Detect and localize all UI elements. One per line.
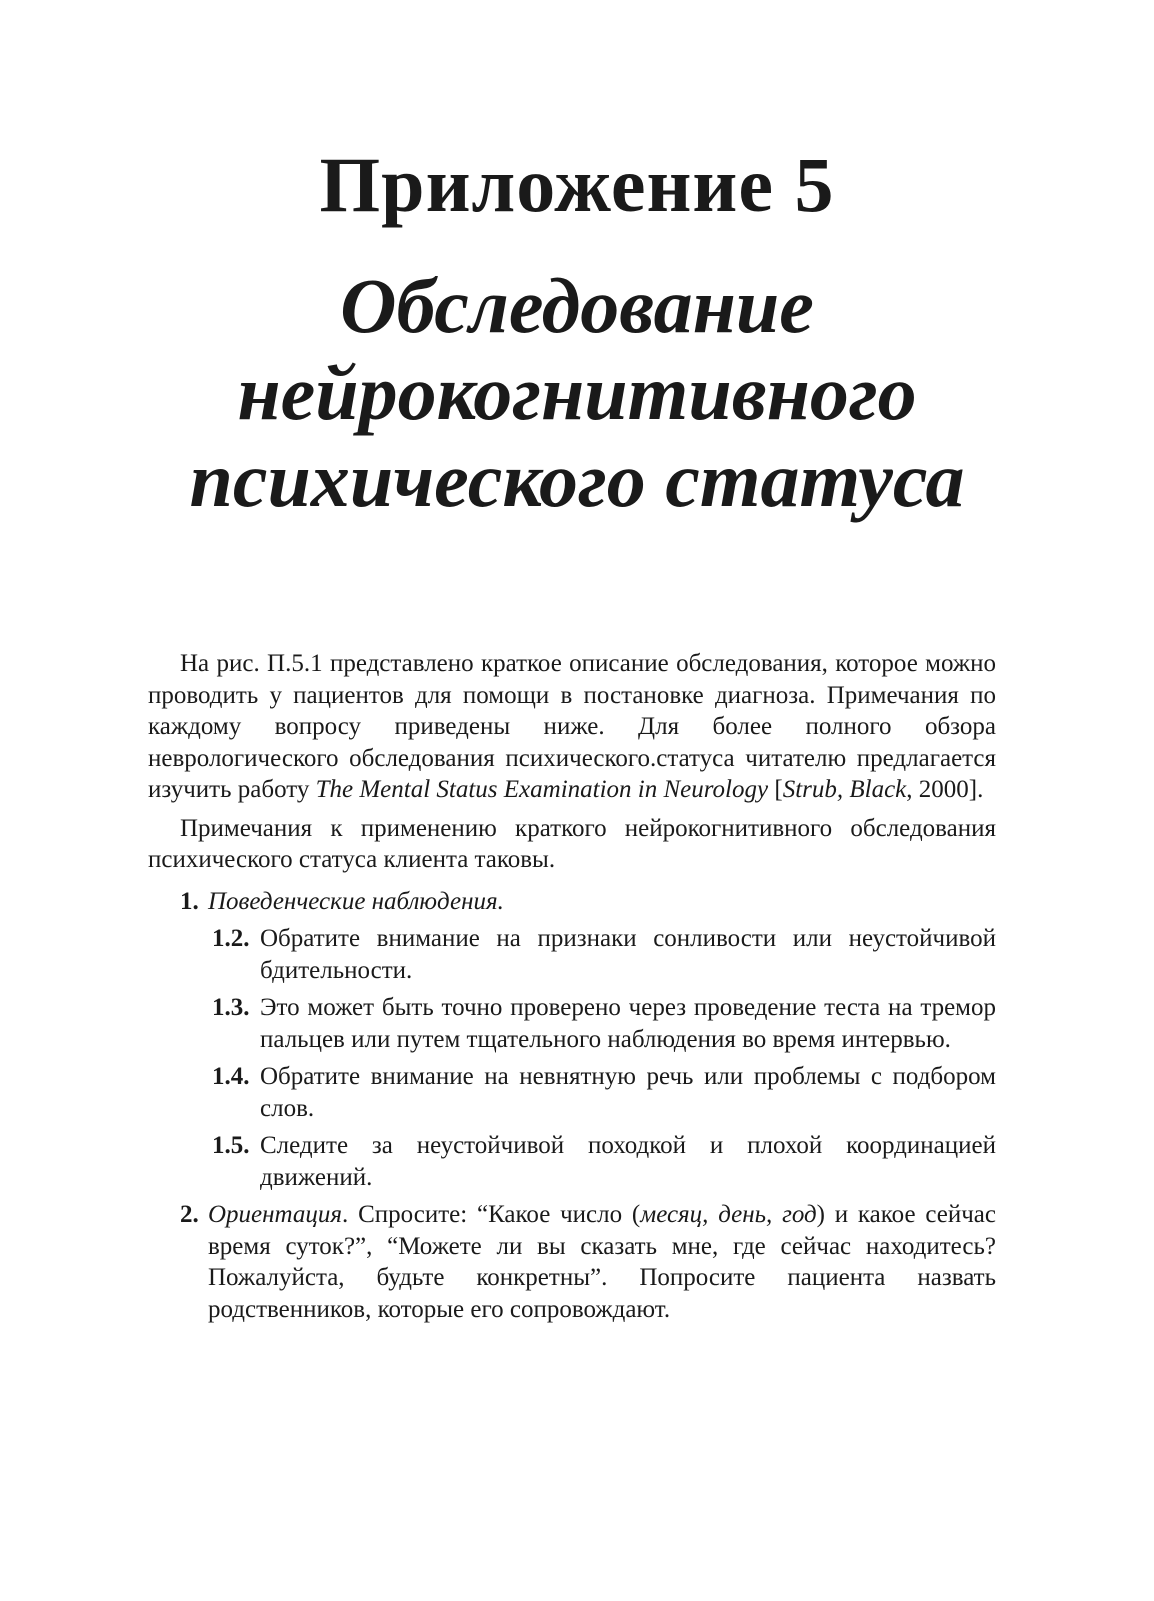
list-item — [148, 992, 996, 1055]
item-heading: Ориентация — [208, 1201, 343, 1228]
chapter-title-line: Обследование — [340, 262, 814, 349]
item-number: 1.5. — [212, 1132, 250, 1159]
item-number: 1.3. — [212, 994, 250, 1021]
body-text — [148, 648, 996, 1331]
item-text: Обратите внимание на признаки сонливости или неустойчивой бдительности. — [260, 925, 996, 984]
intro-text: На рис. П.5.1 представлено краткое описание обследования, которое можно проводить у пациентов для помощи в постановке диагноза. Примечания по каждому вопросу приведены ниже. Для более полного обзора неврологического обследования психического.статуса читателю предлагается изучить работу — [148, 650, 996, 803]
item-text — [208, 886, 996, 918]
intro-text: , 2000]. — [906, 776, 984, 803]
list-item — [148, 1199, 996, 1325]
list-item — [148, 923, 996, 986]
notes-list — [148, 886, 996, 1326]
chapter-title — [0, 262, 1154, 523]
intro-paragraph: Примечания к применению краткого нейрокогнитивного обследования психического статуса клиента таковы. — [148, 814, 996, 873]
item-number: 1.2. — [212, 925, 250, 952]
appendix-heading: Приложение 5 — [319, 141, 835, 228]
item-text-part: ) и какое сейчас время суток?”, “Можете ли вы сказать мне, где сейчас находитесь? Пожалуйста, будьте конкретны”. Попросите пациента назвать родственников, которые его сопровождают. — [208, 1201, 996, 1323]
book-title: The Mental Status Examination in Neurology — [315, 776, 769, 803]
item-number: 2. — [180, 1201, 199, 1228]
item-text: Обратите внимание на невнятную речь или проблемы с подбором слов. — [260, 1063, 996, 1122]
intro-paragraph — [148, 648, 996, 806]
chapter-title-line: психического статуса — [189, 436, 965, 523]
item-emphasis: месяц, день, год — [640, 1201, 817, 1228]
list-item — [148, 886, 996, 918]
list-item — [148, 1130, 996, 1193]
item-number: 1. — [180, 887, 199, 915]
citation-authors: Strub, Black — [782, 776, 907, 803]
chapter-title-line: нейрокогнитивного — [237, 349, 917, 436]
item-text — [208, 1199, 996, 1325]
item-text: Это может быть точно проверено через проведение теста на тремор пальцев или путем тщательного наблюдения во время интервью. — [260, 994, 996, 1053]
item-heading: Поведенческие наблюдения. — [208, 887, 504, 915]
item-number: 1.4. — [212, 1063, 250, 1090]
list-item — [148, 1061, 996, 1124]
item-text-part: . Спросите: “Какое число ( — [342, 1201, 641, 1228]
intro-text: [ — [768, 776, 783, 803]
item-text: Следите за неустойчивой походкой и плохой координацией движений. — [260, 1132, 996, 1191]
